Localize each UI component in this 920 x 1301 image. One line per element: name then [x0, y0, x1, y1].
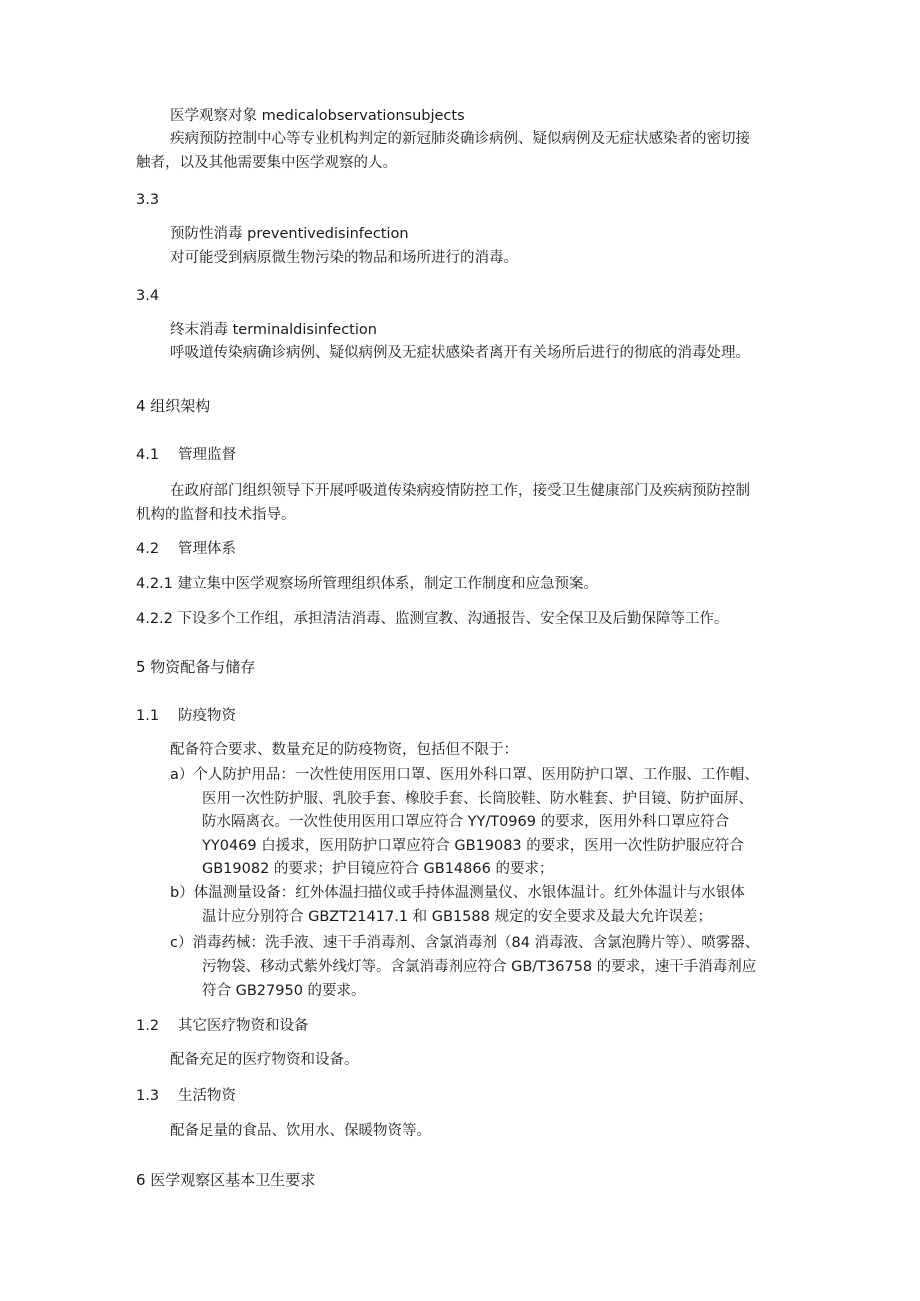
clause-item: 4.2.1 建立集中医学观察场所管理组织体系，制定工作制度和应急预案。 — [136, 576, 599, 592]
term-title: 医学观察对象 medicalobservationsubjects — [170, 108, 465, 124]
list-item-continued: YY0469 白援求，医用防护口罩应符合 GB19083 的要求，医用一次性防护服应符合 — [202, 838, 744, 854]
subsection-heading — [136, 1086, 236, 1106]
term-description: 触者，以及其他需要集中医学观察的人。 — [136, 155, 397, 171]
subsection-title: 管理监督 — [178, 447, 236, 463]
subsection-heading — [136, 1016, 309, 1036]
section-heading: 4 组织架构 — [136, 397, 211, 415]
subsection-heading — [136, 706, 236, 726]
term-description: 对可能受到病原微生物污染的物品和场所进行的消毒。 — [170, 250, 518, 266]
list-item: a）个人防护用品：一次性使用医用口罩、医用外科口罩、医用防护口罩、工作服、工作帽、 — [170, 767, 759, 783]
section-heading: 5 物资配备与储存 — [136, 658, 256, 676]
list-item: c）消毒药械：洗手液、速干手消毒剂、含氯消毒剂（84 消毒液、含氯泡腾片等）、喷雾器、 — [170, 935, 760, 951]
term-title: 预防性消毒 preventivedisinfection — [170, 226, 409, 242]
subsection-heading — [136, 539, 236, 559]
subsection-title: 管理体系 — [178, 541, 236, 557]
subsection-number: 4.2 — [136, 541, 160, 557]
clause-number: 3.3 — [136, 192, 160, 208]
subsection-title: 生活物资 — [178, 1088, 236, 1104]
subsection-number: 1.2 — [136, 1018, 160, 1034]
clause-item: 4.2.2 下设多个工作组，承担清洁消毒、监测宣教、沟通报告、安全保卫及后勤保障等工作。 — [136, 611, 729, 627]
subsection-title: 其它医疗物资和设备 — [178, 1018, 309, 1034]
paragraph: 配备充足的医疗物资和设备。 — [170, 1052, 359, 1068]
list-item-continued: 污物袋、移动式紫外线灯等。含氯消毒剂应符合 GB/T36758 的要求，速干手消毒剂应 — [202, 959, 757, 975]
subsection-number: 4.1 — [136, 447, 160, 463]
paragraph: 配备足量的食品、饮用水、保暖物资等。 — [170, 1123, 431, 1139]
section-heading: 6 医学观察区基本卫生要求 — [136, 1171, 316, 1189]
list-item-continued: GB19082 的要求；护目镜应符合 GB14866 的要求； — [202, 861, 554, 877]
list-item-continued: 医用一次性防护服、乳胶手套、橡胶手套、长筒胶鞋、防水鞋套、护目镜、防护面屏、 — [202, 791, 753, 807]
term-description: 疾病预防控制中心等专业机构判定的新冠肺炎确诊病例、疑似病例及无症状感染者的密切接 — [170, 131, 750, 147]
paragraph: 机构的监督和技术指导。 — [136, 507, 296, 523]
list-item: b）体温测量设备：红外体温扫描仪或手持体温测量仪、水银体温计。红外体温计与水银体 — [170, 885, 745, 901]
list-item-continued: 防水隔离衣。一次性使用医用口罩应符合 YY/T0969 的要求，医用外科口罩应符合 — [202, 814, 730, 830]
subsection-heading — [136, 445, 236, 465]
paragraph: 配备符合要求、数量充足的防疫物资，包括但不限于： — [170, 742, 518, 758]
subsection-number: 1.1 — [136, 708, 160, 724]
subsection-number: 1.3 — [136, 1088, 160, 1104]
term-description: 呼吸道传染病确诊病例、疑似病例及无症状感染者离开有关场所后进行的彻底的消毒处理。 — [170, 345, 750, 361]
term-title: 终末消毒 terminaldisinfection — [170, 322, 377, 338]
list-item-continued: 符合 GB27950 的要求。 — [202, 983, 366, 999]
subsection-title: 防疫物资 — [178, 708, 236, 724]
list-item-continued: 温计应分别符合 GBZT21417.1 和 GB1588 规定的安全要求及最大允许误差； — [202, 909, 712, 925]
paragraph: 在政府部门组织领导下开展呼吸道传染病疫情防控工作，接受卫生健康部门及疾病预防控制 — [170, 483, 750, 499]
clause-number: 3.4 — [136, 288, 160, 304]
